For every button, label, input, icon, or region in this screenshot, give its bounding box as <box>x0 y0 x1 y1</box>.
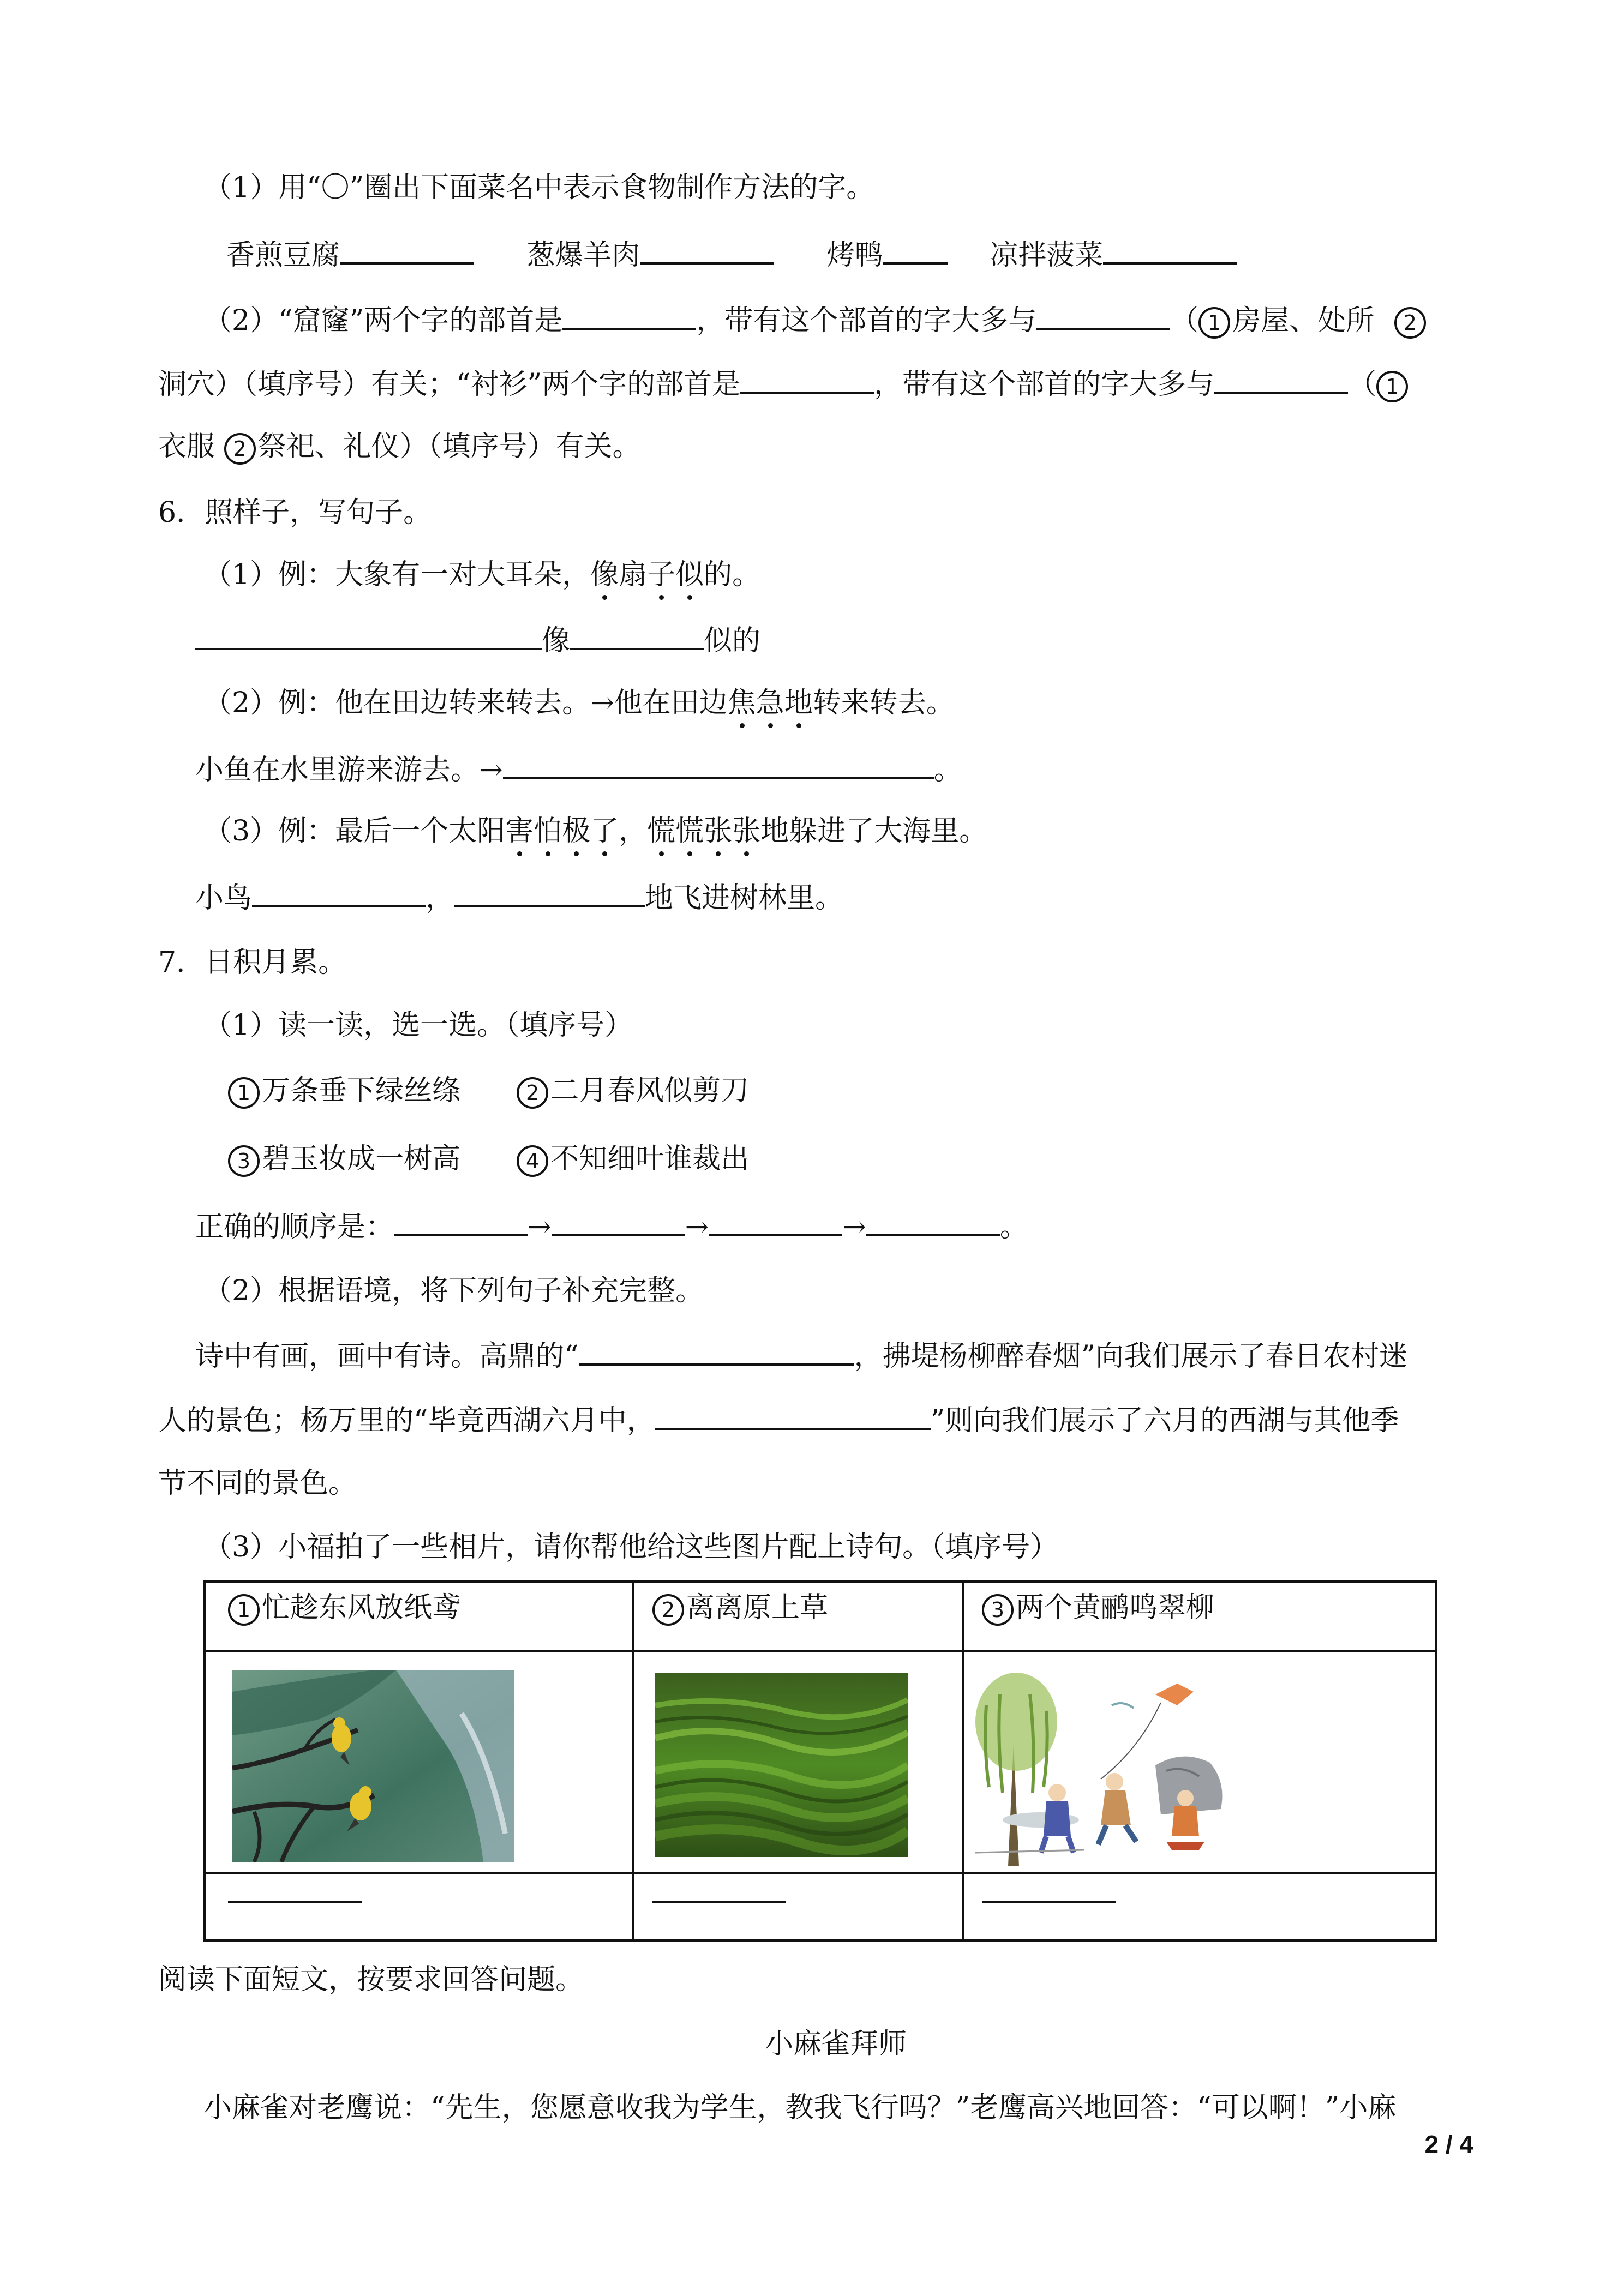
q7-part2-line1 <box>195 1337 1407 1374</box>
q6-fill-2 <box>195 751 962 788</box>
option-number-icon: 2 <box>1394 307 1426 339</box>
q6-example-3 <box>203 814 987 849</box>
option-number-icon: 2 <box>224 433 256 465</box>
answer-blank[interactable] <box>228 1901 362 1903</box>
text: 诗中有画，画中有诗。高鼎的“ <box>195 1340 579 1373</box>
answer-blank[interactable] <box>640 236 774 265</box>
divider <box>206 1872 1435 1874</box>
emphasis-char: 地 <box>784 687 813 719</box>
emphasis-char: 似 <box>675 558 704 591</box>
children-kites-image <box>975 1662 1232 1866</box>
answer-blank[interactable] <box>652 1901 786 1903</box>
answer-blank[interactable] <box>503 751 934 779</box>
text: （1）例：大象有一对大耳朵， <box>203 558 591 591</box>
text: ，带有这个部首的字大多与 <box>696 304 1037 337</box>
emphasis-char: 慌 <box>647 815 676 848</box>
answer-blank[interactable] <box>1036 302 1170 330</box>
answer-blank[interactable] <box>552 1208 685 1236</box>
q7-part1: （1）读一读，选一选。（填序号） <box>203 1009 633 1042</box>
text: 。 <box>933 754 962 786</box>
text: 扇 <box>619 558 648 591</box>
text: 似的 <box>704 624 761 657</box>
q7-part2: （2）根据语境，将下列句子补充完整。 <box>203 1275 704 1307</box>
arrow-icon: → <box>528 1211 552 1243</box>
dish-3: 烤鸭 <box>826 239 884 272</box>
reading-line-1: 小麻雀对老鹰说：“先生，您愿意收我为学生，教我飞行吗？”老鹰高兴地回答：“可以啊！”小麻 <box>203 2091 1397 2124</box>
divider <box>632 1583 634 1939</box>
text: 。 <box>999 1211 1028 1243</box>
answer-blank[interactable] <box>982 1901 1116 1903</box>
emphasis-char: 急 <box>756 687 784 719</box>
q6-example-2 <box>203 686 955 720</box>
table-header-1 <box>228 1590 460 1626</box>
q7-options-row2 <box>228 1141 749 1177</box>
option-number-icon: 2 <box>652 1594 684 1626</box>
q7-part3: （3）小福拍了一些相片，请你帮他给这些图片配上诗句。（填序号） <box>203 1531 1059 1564</box>
answer-blank[interactable] <box>1103 236 1237 265</box>
text: 小鱼在水里游来游去。→ <box>195 754 503 786</box>
page-number: 2 / 4 <box>1424 2130 1473 2159</box>
reading-title: 小麻雀拜师 <box>765 2028 907 2060</box>
option-number-icon: 1 <box>228 1077 260 1109</box>
text: （2）例：他在田边转来转去。→他在田边 <box>203 687 728 719</box>
reading-intro: 阅读下面短文，按要求回答问题。 <box>158 1963 584 1996</box>
q7-order <box>195 1208 1028 1245</box>
q5-part1: （1）用“〇”圈出下面菜名中表示食物制作方法的字。 <box>203 171 875 204</box>
table-header-2 <box>652 1590 828 1626</box>
text: 正确的顺序是： <box>195 1211 394 1243</box>
orioles-willow-image <box>232 1670 514 1862</box>
answer-blank[interactable] <box>562 302 696 330</box>
text: ”则向我们展示了六月的西湖与其他季 <box>930 1404 1399 1437</box>
text: ，拂堤杨柳醉春烟”向我们展示了春日农村迷 <box>854 1340 1408 1373</box>
option-number-icon: 4 <box>517 1145 548 1177</box>
answer-blank[interactable] <box>866 1208 1000 1236</box>
dish-4: 凉拌菠菜 <box>990 239 1104 272</box>
text: 房屋、处所 <box>1232 304 1375 337</box>
option-text: 碧玉妆成一树高 <box>262 1143 461 1175</box>
arrow-icon: → <box>842 1211 866 1243</box>
emphasis-char: 子 <box>647 558 676 591</box>
answer-blank[interactable] <box>454 879 645 907</box>
option-number-icon: 1 <box>1198 307 1230 339</box>
text: 小鸟 <box>195 882 253 915</box>
q6-title: 6．照样子，写句子。 <box>158 496 432 529</box>
q5-part2-line1 <box>203 302 1428 339</box>
q6-fill-3 <box>195 879 843 916</box>
q7-part2-line3: 节不同的景色。 <box>158 1467 357 1500</box>
emphasis-char: 怕 <box>534 815 562 848</box>
text: 洞穴）（填序号）有关；“衬衫”两个字的部首是 <box>158 368 741 401</box>
text: 的。 <box>704 558 761 591</box>
emphasis-char: 像 <box>590 558 619 591</box>
poem-line: 忙趁东风放纸鸢 <box>262 1591 461 1624</box>
answer-blank[interactable] <box>655 1402 931 1430</box>
q7-options-row1 <box>228 1073 749 1109</box>
answer-blank[interactable] <box>579 1337 854 1366</box>
q7-title: 7．日积月累。 <box>158 946 347 979</box>
text: 人的景色；杨万里的“毕竟西湖六月中， <box>158 1404 655 1437</box>
divider <box>206 1650 1435 1652</box>
text: ， <box>619 815 648 848</box>
table-header-3 <box>982 1590 1214 1626</box>
arrow-icon: → <box>685 1211 709 1243</box>
q5-part2-line3 <box>158 429 641 465</box>
option-number-icon: 3 <box>228 1145 260 1177</box>
dish-1: 香煎豆腐 <box>226 239 340 272</box>
text: 祭祀、礼仪）（填序号）有关。 <box>257 430 641 463</box>
option-number-icon: 2 <box>517 1077 548 1109</box>
answer-blank[interactable] <box>195 622 542 650</box>
option-text: 万条垂下绿丝绦 <box>262 1074 461 1107</box>
text: （ <box>1348 368 1377 401</box>
option-number-icon: 1 <box>1376 371 1408 402</box>
text: ，带有这个部首的字大多与 <box>874 368 1215 401</box>
text: ， <box>426 882 454 915</box>
option-text: 不知细叶谁裁出 <box>550 1143 750 1175</box>
grassland-image <box>655 1673 908 1857</box>
answer-blank[interactable] <box>394 1208 528 1236</box>
q5-part2-line2 <box>158 365 1410 402</box>
text: （2）“窟窿”两个字的部首是 <box>203 304 563 337</box>
text: （3）例：最后一个太阳 <box>203 815 506 848</box>
option-number-icon: 3 <box>982 1594 1014 1626</box>
poem-photo-table <box>203 1580 1437 1942</box>
text: 转来转去。 <box>812 687 955 719</box>
emphasis-char: 焦 <box>727 687 756 719</box>
emphasis-char: 张 <box>732 815 761 848</box>
answer-blank[interactable] <box>883 236 948 265</box>
emphasis-char: 了 <box>590 815 619 848</box>
answer-blank[interactable] <box>570 622 704 650</box>
emphasis-char: 慌 <box>675 815 704 848</box>
answer-blank[interactable] <box>252 879 426 907</box>
poem-line: 离离原上草 <box>686 1591 829 1624</box>
text: 像 <box>542 624 571 657</box>
text: 地飞进树林里。 <box>645 882 844 915</box>
answer-blank[interactable] <box>740 365 874 394</box>
divider <box>962 1583 964 1939</box>
text: 衣服 <box>158 430 215 463</box>
text: （ <box>1170 304 1199 337</box>
option-number-icon: 1 <box>228 1594 260 1626</box>
answer-blank[interactable] <box>1214 365 1348 394</box>
q5-dishes <box>226 236 1237 273</box>
dish-2: 葱爆羊肉 <box>526 239 640 272</box>
poem-line: 两个黄鹂鸣翠柳 <box>1016 1591 1215 1624</box>
q6-fill-1 <box>195 622 760 658</box>
emphasis-char: 极 <box>562 815 591 848</box>
option-text: 二月春风似剪刀 <box>550 1074 750 1107</box>
emphasis-char: 张 <box>704 815 733 848</box>
q7-part2-line2 <box>158 1402 1399 1438</box>
text: 地躲进了大海里。 <box>760 815 988 848</box>
emphasis-char: 害 <box>505 815 534 848</box>
answer-blank[interactable] <box>340 236 474 265</box>
answer-blank[interactable] <box>709 1208 842 1236</box>
q6-example-1 <box>203 557 760 592</box>
